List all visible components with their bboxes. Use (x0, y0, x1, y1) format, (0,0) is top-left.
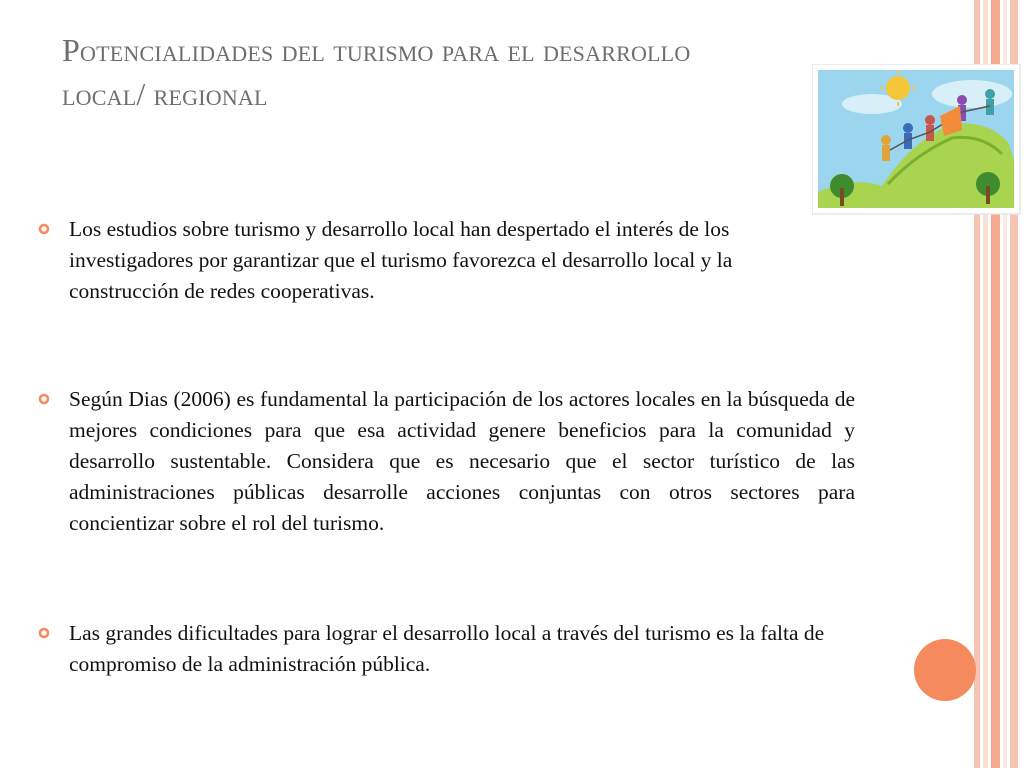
bullet-ring-icon (38, 627, 50, 639)
bullet-ring-icon (38, 223, 50, 235)
bullet-ring-icon (38, 393, 50, 405)
bullet-text: Según Dias (2006) es fundamental la participación de los actores locales en la búsqueda de mejores condiciones para que esa actividad genere beneficios para la comunidad y desarrollo sustentable. Considera que es necesario que el sector turístico de las administraciones públicas desarrolle acciones conjuntas con otros sectores para concientizar sobre el rol del turismo. (69, 387, 855, 535)
bullet-text: Las grandes dificultades para lograr el desarrollo local a través del turismo es la falta de compromiso de la administración pública. (69, 621, 825, 676)
bullet-text: Los estudios sobre turismo y desarrollo local han despertado el interés de los investigadores por garantizar que el turismo favorezca el desarrollo local y la construcción de redes cooperativas. (69, 217, 733, 303)
people-climbing-hill-icon (812, 64, 1024, 218)
decorative-orb (914, 639, 976, 701)
title-line-2: local/ regional (62, 76, 268, 112)
title-line-1: Potencialidades del turismo para el desarrollo (62, 32, 691, 68)
slide-title (62, 28, 882, 116)
